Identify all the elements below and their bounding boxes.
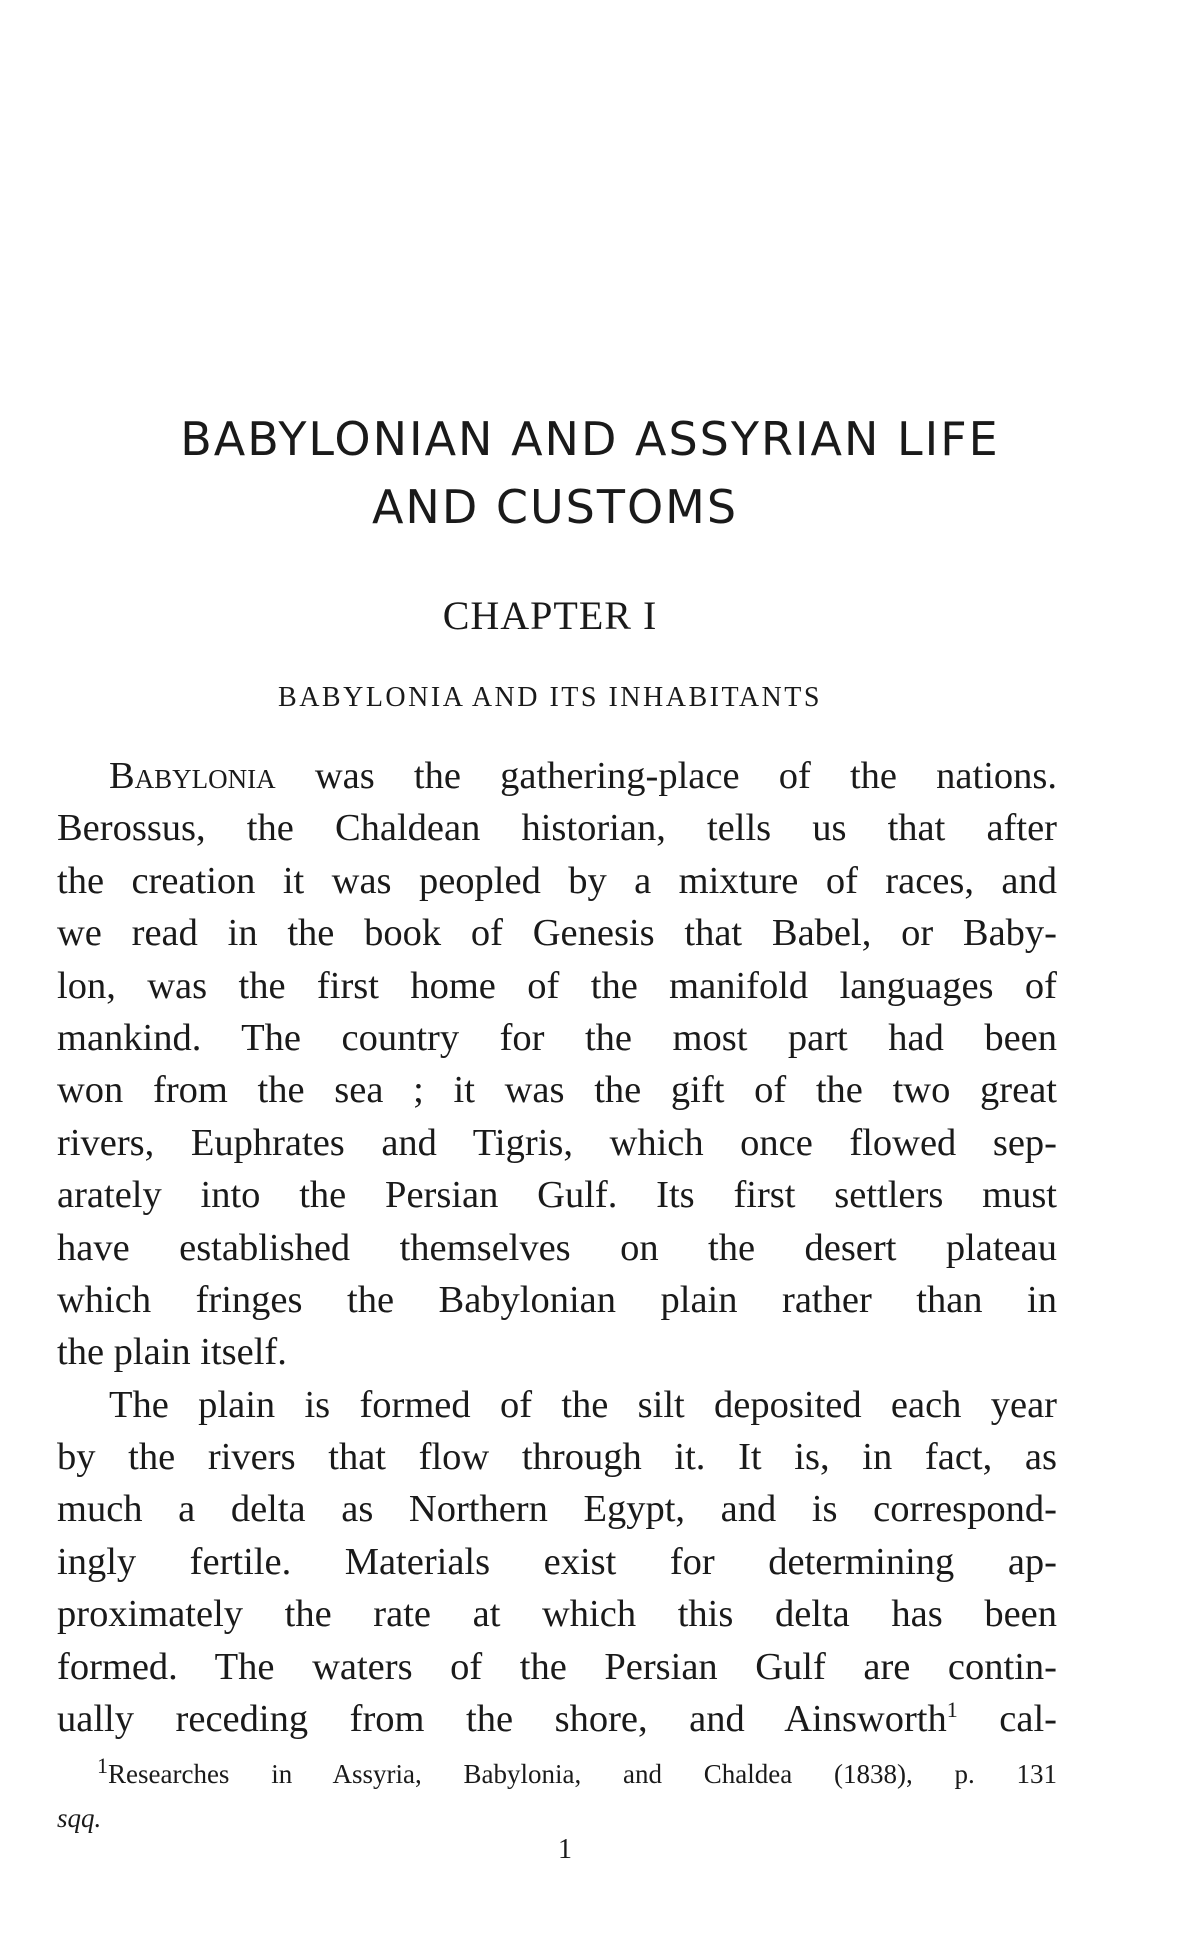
body-line: arately into the Persian Gulf. Its first settlers must [57, 1174, 1057, 1217]
body-line: we read in the book of Genesis that Babel, or Baby- [57, 912, 1057, 955]
body-line-rest: was the gathering-place of the nations. [275, 755, 1057, 797]
book-title [60, 405, 1120, 541]
body-line: much a delta as Northern Egypt, and is correspond- [57, 1488, 1057, 1531]
book-title-line-1: BABYLONIAN AND ASSYRIAN LIFE [180, 412, 1000, 466]
body-line: proximately the rate at which this delta has been [57, 1593, 1057, 1636]
body-line: formed. The waters of the Persian Gulf are contin- [57, 1645, 1057, 1688]
body-line-text: cal- [957, 1698, 1057, 1741]
body-line [57, 1693, 1057, 1745]
footnote-reference[interactable]: 1 [946, 1697, 958, 1723]
body-line-text: ually receding from the shore, and Ainsworth [57, 1698, 947, 1741]
footnote-marker: 1 [97, 1753, 108, 1778]
chapter-subtitle: BABYLONIA AND ITS INHABITANTS [278, 682, 822, 713]
body-line: the plain itself. [57, 1331, 287, 1374]
body-line: mankind. The country for the most part had been [57, 1016, 1057, 1059]
body-line: The plain is formed of the silt deposited each year [109, 1383, 1057, 1426]
chapter-body-text [57, 750, 1057, 1745]
body-line: by the rivers that flow through it. It is, in fact, as [57, 1436, 1057, 1479]
footnote-continuation: sqq. [57, 1803, 102, 1833]
body-line: have established themselves on the desert plateau [57, 1226, 1057, 1269]
body-line: rivers, Euphrates and Tigris, which once flowed sep- [57, 1121, 1057, 1164]
body-line: lon, was the first home of the manifold languages of [57, 964, 1057, 1007]
footnote-text: Researches in Assyria, Babylonia, and Chaldea (1838), p. 131 [108, 1759, 1057, 1789]
body-line [57, 750, 1057, 802]
body-line: Berossus, the Chaldean historian, tells us that after [57, 807, 1057, 850]
body-line: ingly fertile. Materials exist for determining ap- [57, 1540, 1057, 1583]
footnote [57, 1752, 1057, 1840]
chapter-heading: CHAPTER I [442, 593, 658, 638]
footnote-line [57, 1752, 1057, 1796]
body-line: which fringes the Babylonian plain rather than in [57, 1278, 1057, 1321]
page-number: 1 [558, 1834, 572, 1865]
book-title-line-2: AND CUSTOMS [371, 480, 739, 534]
body-line: the creation it was peopled by a mixture of races, and [57, 859, 1057, 902]
body-line: won from the sea ; it was the gift of the two great [57, 1069, 1057, 1112]
opening-word: Babylonia [109, 755, 276, 797]
